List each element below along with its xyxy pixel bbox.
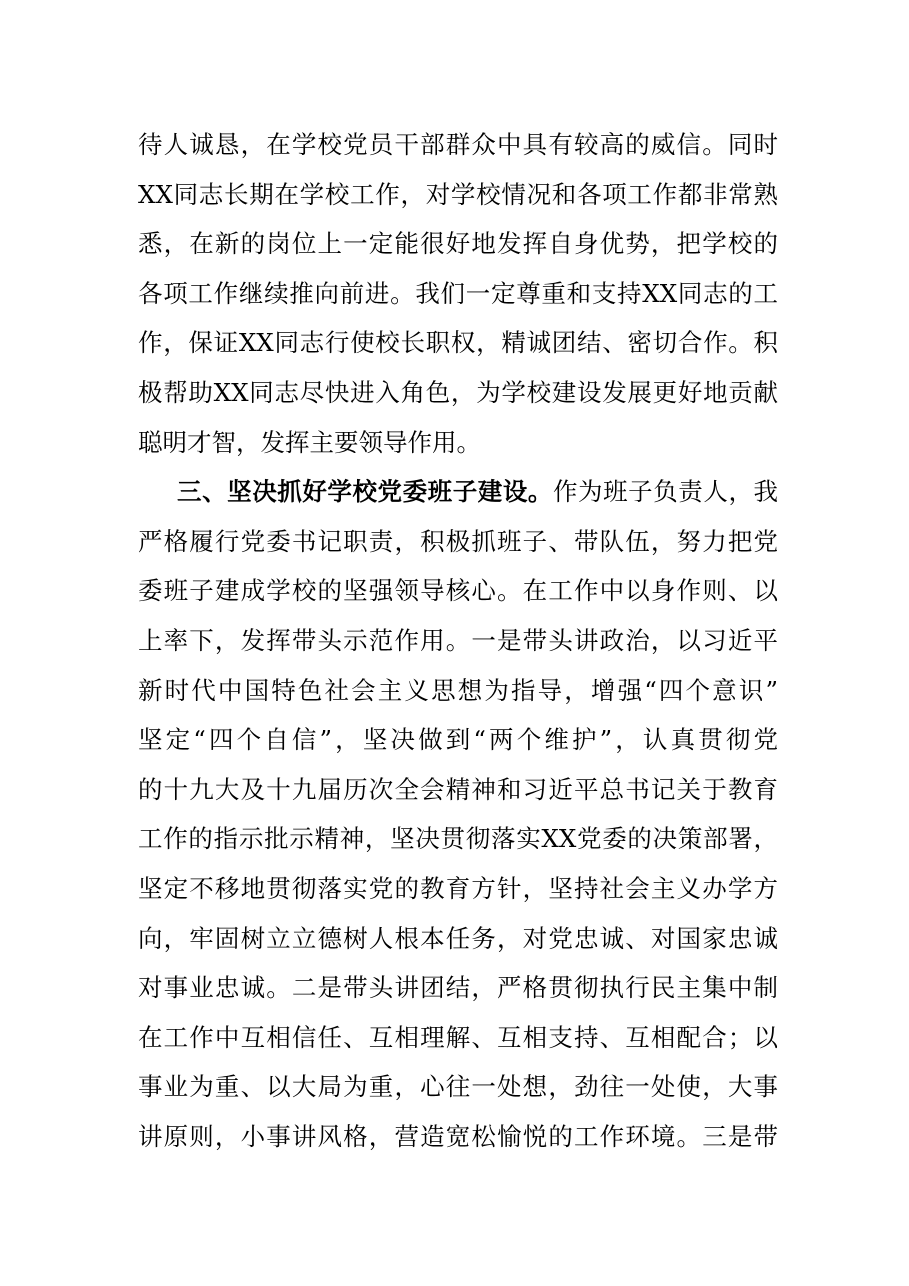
text-line: 坚定不移地贯彻落实党的教育方针，坚持社会主义办学方 (138, 873, 778, 903)
text-line: 向，牢固树立立德树人根本任务，对党忠诚、对国家忠诚 (138, 923, 778, 953)
paragraph-2 (138, 467, 778, 1161)
text-line: 待人诚恳，在学校党员干部群众中具有较高的威信。同时 (138, 130, 778, 159)
text-line: 在工作中互相信任、互相理解、互相支持、互相配合；以 (138, 1022, 778, 1052)
text-line: 悉，在新的岗位上一定能很好地发挥自身优势，把学校的 (138, 229, 778, 259)
text-line: 各项工作继续推向前进。我们一定尊重和支持XX同志的工 (138, 278, 778, 308)
text-line: 的十九大及十九届历次全会精神和习近平总书记关于教育 (138, 774, 778, 804)
text-line: 对事业忠诚。二是带头讲团结，严格贯彻执行民主集中制 (138, 973, 778, 1003)
text-line: 极帮助XX同志尽快进入角色，为学校建设发展更好地贡献 (138, 377, 778, 407)
text-line: 事业为重、以大局为重，心往一处想，劲往一处使，大事 (138, 1072, 778, 1102)
heading-line-text: 作为班子负责人，我 (552, 477, 779, 507)
text-line: XX同志长期在学校工作，对学校情况和各项工作都非常熟 (138, 179, 778, 209)
text-line: 委班子建成学校的坚强领导核心。在工作中以身作则、以 (138, 576, 778, 606)
text-line: 坚定“四个自信”，坚决做到“两个维护”，认真贯彻党 (138, 725, 778, 755)
text-line: 工作的指示批示精神，坚决贯彻落实XX党委的决策部署， (138, 824, 778, 854)
section-heading: 三、坚决抓好学校党委班子建设。 (177, 477, 553, 507)
text-line: 作，保证XX同志行使校长职权，精诚团结、密切合作。积 (138, 328, 778, 358)
text-line: 新时代中国特色社会主义思想为指导，增强“四个意识” (138, 675, 778, 705)
body-text (138, 120, 778, 1161)
text-line: 聪明才智，发挥主要领导作用。 (138, 427, 481, 457)
paragraph-1 (138, 120, 778, 467)
text-line: 上率下，发挥带头示范作用。一是带头讲政治，以习近平 (138, 625, 778, 655)
text-line: 严格履行党委书记职责，积极抓班子、带队伍，努力把党 (138, 526, 778, 556)
section-heading-line (138, 467, 778, 517)
text-line: 讲原则，小事讲风格，营造宽松愉悦的工作环境。三是带 (138, 1121, 778, 1151)
